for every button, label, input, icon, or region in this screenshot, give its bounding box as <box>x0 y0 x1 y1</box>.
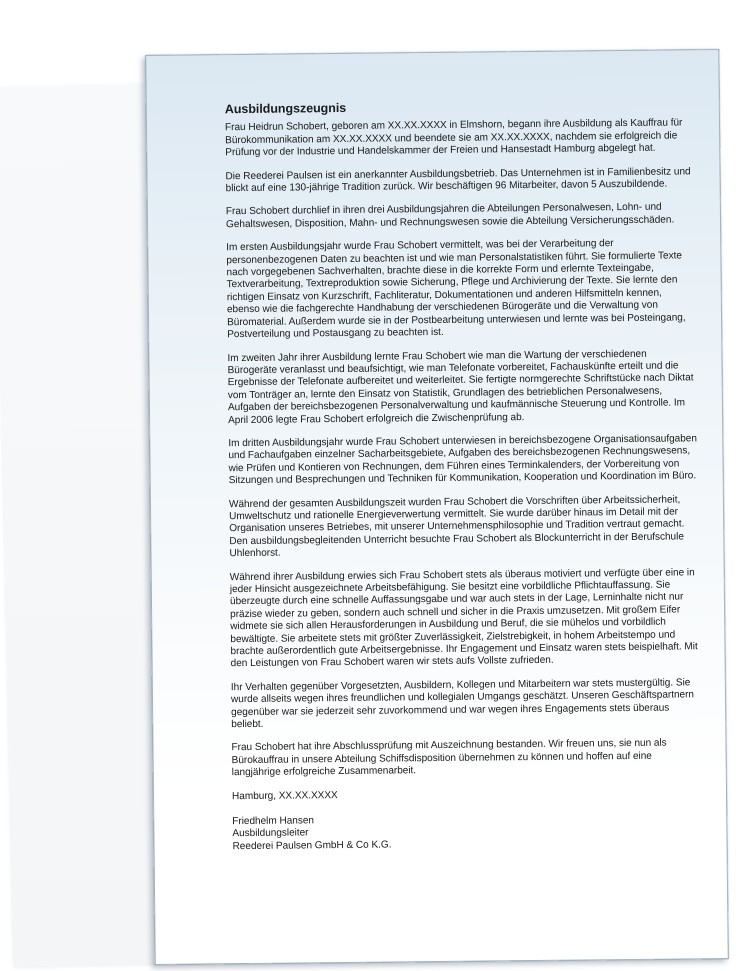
place-date: Hamburg, XX.XX.XXXX <box>231 789 338 802</box>
paragraph-company: Die Reederei Paulsen ist ein anerkannter Ausbildungsbetrieb. Das Unternehmen ist in Familienbesitz und blickt auf eine 130-jährige Tradition zurück. Wir beschäftigen 96 Mitarbeiter, davon 5 Auszubildende. <box>225 165 691 195</box>
paragraph-departments: Frau Schobert durchlief in ihren drei Ausbildungsjahren die Abteilungen Personalwesen, Lohn- und Gehaltswesen, Disposition, Mahn- und Rechnungswesen sowie die Abteilung Versicherungsschäden. <box>225 202 675 231</box>
signatory-role: Ausbildungsleiter <box>232 827 309 840</box>
paragraph-second-year: Im zweiten Jahr ihrer Ausbildung lernte Frau Schobert wie man die Wartung der verschiedenen Bürogeräte veranlasst und beaufsichtigt, wie man Telefonate vorbereitet, Fachauskünfte erteilt und die Ergebnisse der Telefonate aufbereitet und weiterleitet. Sie fertigte normgerechte Schriftstücke nach Diktat vom Tonträger an, lernte den Einsatz von Statistik, Grundlagen des betrieblichen Personalwesens, Aufgaben der bereichsbezogenen Personalverwaltung und kaufmännische Steuerung und Kontrolle. Im April 2006 legte Frau Schobert erfolgreich die Zwischenprüfung ab. <box>227 348 694 426</box>
paragraph-general-training: Während der gesamten Ausbildungszeit wurden Frau Schobert die Vorschriften über Arbeitssicherheit, Umweltschutz und rationelle Energieverwertung vermittelt. Sie wurde darüber hinaus im Detail mit der Organisation unseres Betriebes, mit unserer Unternehmensphilosophie und Tradition vertraut gemacht. Den ausbildungsbegleitenden Unterricht besuchte Frau Schobert als Blockunterricht in der Berufschule Uhlenhorst. <box>228 494 685 560</box>
signatory-name: Friedhelm Hansen <box>232 815 315 828</box>
document-page <box>145 49 728 965</box>
paragraph-third-year: Im dritten Ausbildungsjahr wurde Frau Schobert unterwiesen in bereichsbezogene Organisationsaufgaben und Fachaufgaben einzelner Sacharbeitsgebiete, Aufgaben des bereichsbezogenen Rechnungswesens, wie Prüfen und Kontieren von Rechnungen, dem Führen eines Terminkalenders, der Vorbereitung von Sitzungen und Besprechungen und Techniken für Kommunikation, Kooperation und Koordination im Büro. <box>228 433 697 487</box>
document-title: Ausbildungszeugnis <box>224 100 347 117</box>
signature-block <box>232 811 702 853</box>
paragraph-first-year: Im ersten Ausbildungsjahr wurde Frau Schobert vermittelt, was bei der Verarbeitung der personenbezogenen Daten zu beachten ist und wie man Personalstatistiken führt. Sie formulierte Texte nach vorgegebenen Sachverhalten, brachte diese in die korrekte Form und erlernte Texteingabe, Textverarbeitung, Textreproduktion sowie Sicherung, Pflege und Archivierung der Texte. Sie lernte den richtigen Einsatz von Kurzschrift, Fachliteratur, Dokumentationen und anderen Hilfsmitteln kennen, ebenso wie die fachgerechte Handhabung der verschiedenen Bürogeräte und die Verwaltung von Büromaterial. Außerdem wurde sie in der Postbearbeitung unterwiesen und lernte was bei Posteingang, Postverteilung und Postausgang zu beachten ist. <box>226 238 686 341</box>
document-body <box>225 98 703 853</box>
paragraph-closing: Frau Schobert hat ihre Abschlussprüfung mit Auszeichnung bestanden. Wir freuen uns, sie nun als Bürokauffrau in unsere Abteilung Schiffsdisposition übernehmen zu können und hoffen auf eine langjährige erfolgreiche Zusammenarbeit. <box>231 738 667 779</box>
signatory-company: Reederei Paulsen GmbH & Co K.G. <box>232 838 392 852</box>
paragraph-conduct: Ihr Verhalten gegenüber Vorgesetzten, Ausbildern, Kollegen und Mitarbeitern war stets mustergültig. Sie wurde allseits wegen ihres freundlichen und kollegialen Umgangs geschätzt. Unseren Geschäftspartnern gegenüber war sie jederzeit sehr zuvorkommend und war wegen ihres Engagements stets überaus beliebt. <box>230 677 694 731</box>
paragraph-performance: Während ihrer Ausbildung erwies sich Frau Schobert stets als überaus motiviert und verfügte über eine in jeder Hinsicht ausgezeichnete Arbeitsbefähigung. Sie besitzt eine vorbildliche Pflichtauffassung. Sie überzeugte durch eine schnelle Auffassungsgabe und war auch stets in der Lage, Lerninhalte nicht nur präzise wieder zu geben, sondern auch schnell und sicher in die Praxis umzusetzen. Mit großem Eifer widmete sie sich allen Herausforderungen in Ausbildung und Beruf, die sie mühelos und vorbildlich bewältigte. Sie arbeitete stets mit größter Zuverlässigkeit, Zielstrebigkeit, in hohem Arbeitstempo und brachte außerordentlich gute Arbeitsergebnisse. Ihr Engagement und Einsatz waren stets beispielhaft. Mit den Leistungen von Frau Schobert waren wir stets aufs Vollste zufrieden. <box>229 566 698 670</box>
paragraph-intro: Frau Heidrun Schobert, geboren am XX.XX.XXXX in Elmshorn, begann ihre Ausbildung als Kauffrau für Bürokommunikation am XX.XX.XXXX und beendete sie am XX.XX.XXXX, nachdem sie erfolgreich die Prüfung vor der Industrie und Handelskammer der Freien und Hansestadt Hamburg abgelegt hat. <box>224 117 683 159</box>
